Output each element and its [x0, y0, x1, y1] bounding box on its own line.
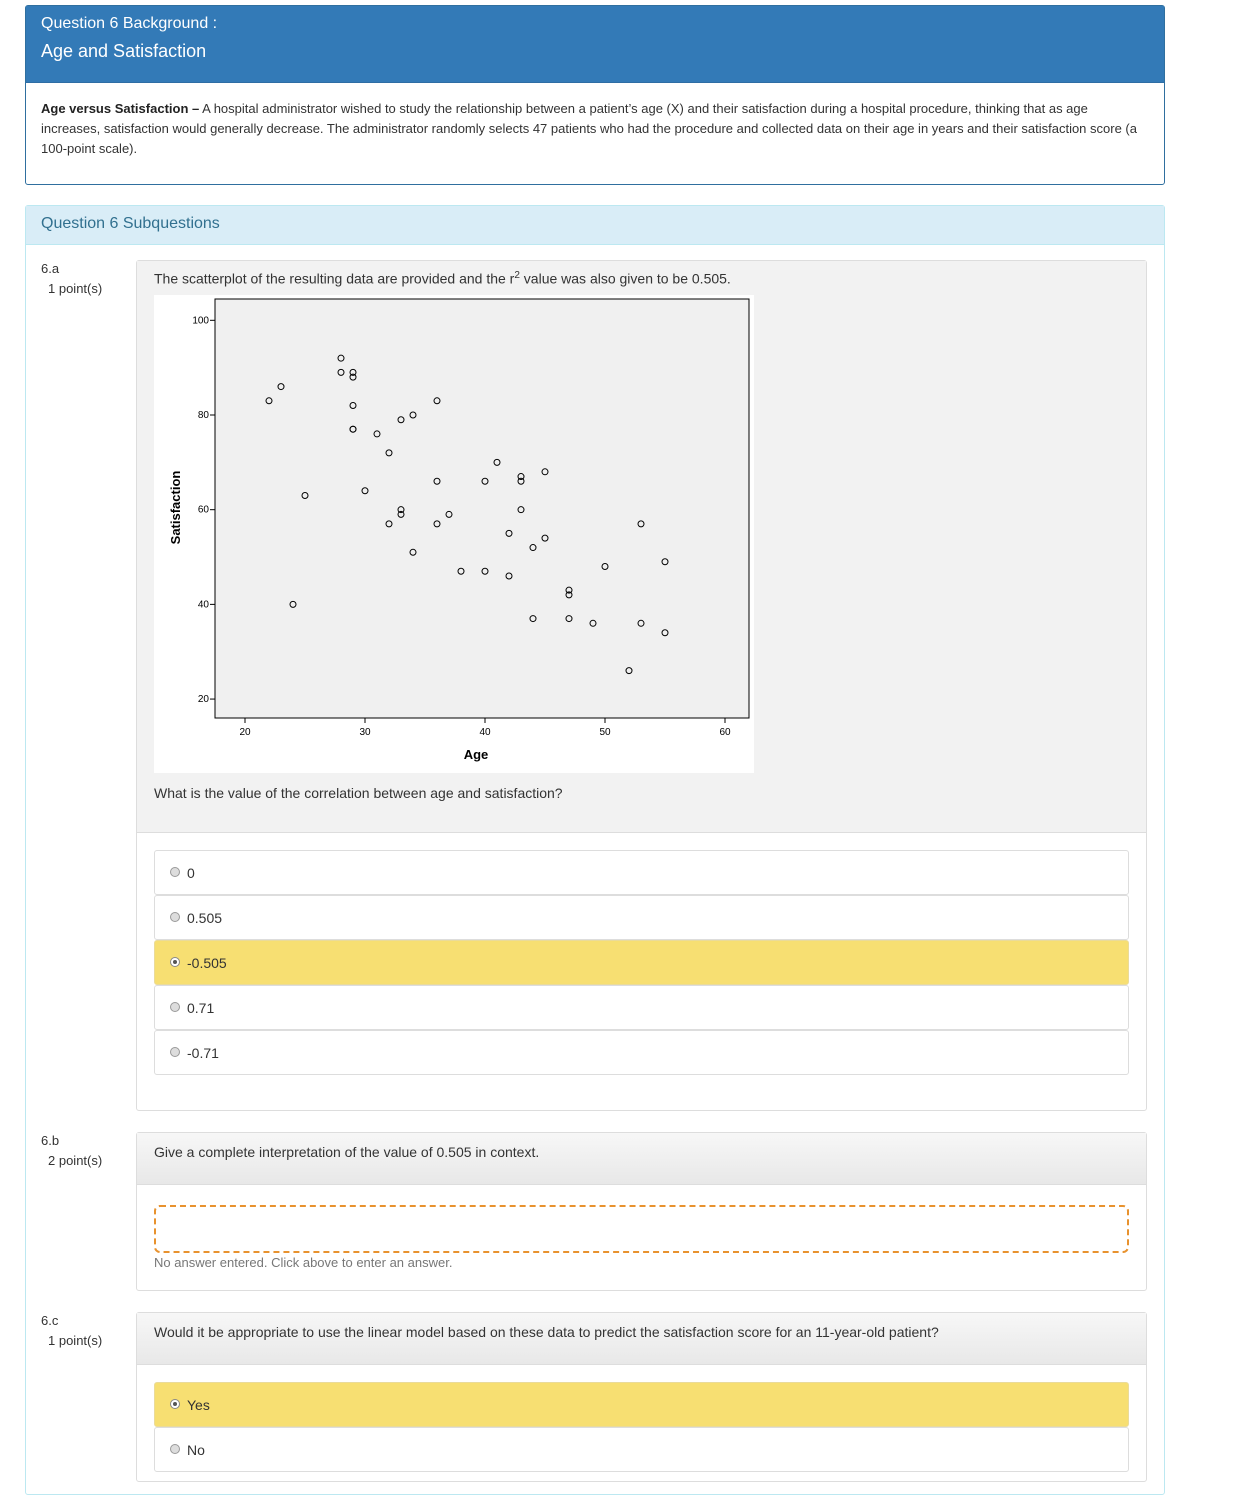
question-6a-choices [137, 833, 1146, 1075]
choice-0-71[interactable] [154, 985, 1129, 1030]
background-panel [25, 5, 1165, 185]
radio-selected-icon[interactable] [170, 957, 180, 967]
radio-icon[interactable] [170, 912, 180, 922]
scatterplot [154, 295, 754, 773]
choice-label: 0.71 [187, 999, 215, 1016]
question-6a-box [136, 260, 1147, 1111]
radio-icon[interactable] [170, 1444, 180, 1454]
scatterplot-svg [154, 295, 754, 773]
question-6c-choices [137, 1365, 1146, 1472]
prompt-text-before: The scatterplot of the resulting data are provided and the r [154, 270, 515, 287]
y-axis-label: Satisfaction [168, 470, 183, 544]
x-tick-label: 60 [719, 726, 731, 738]
question-6b-box [136, 1132, 1147, 1291]
question-6c-prompt: Would it be appropriate to use the linear model based on these data to predict the satisfaction score for an 11-year-old patient? [137, 1313, 1146, 1365]
background-title: Age and Satisfaction [41, 41, 207, 61]
question-6a-label: 6.a [41, 261, 60, 276]
background-label: Question 6 Background : [41, 15, 218, 32]
background-header [26, 6, 1164, 83]
plot-area [215, 299, 749, 718]
choice-label: -0.505 [187, 954, 227, 971]
radio-selected-icon[interactable] [170, 1399, 180, 1409]
y-tick-label: 40 [197, 599, 209, 611]
question-6c-label: 6.c [41, 1313, 59, 1328]
question-6c-number [41, 1311, 102, 1351]
question-6a-question: What is the value of the correlation between age and satisfaction? [154, 784, 563, 801]
question-6c-box [136, 1312, 1147, 1482]
y-tick-label: 20 [197, 693, 209, 705]
choice-label: 0.505 [187, 909, 223, 926]
no-answer-text: No answer entered. Click above to enter an answer. [154, 1255, 453, 1270]
x-tick-label: 30 [359, 726, 371, 738]
question-6b-points: 2 point(s) [48, 1153, 103, 1168]
answer-input[interactable] [154, 1205, 1129, 1253]
question-6b-prompt: Give a complete interpretation of the value of 0.505 in context. [137, 1133, 1146, 1185]
radio-icon[interactable] [170, 867, 180, 877]
y-tick-label: 100 [192, 314, 209, 326]
question-6a-points: 1 point(s) [48, 281, 103, 296]
background-lead: Age versus Satisfaction – [41, 101, 200, 116]
radio-icon[interactable] [170, 1047, 180, 1057]
subquestions-panel [25, 205, 1165, 1495]
question-6b-number [41, 1131, 102, 1171]
question-6c-points: 1 point(s) [48, 1333, 103, 1348]
y-tick-label: 60 [197, 504, 209, 516]
choice-neg-0-71[interactable] [154, 1030, 1129, 1075]
choice-0[interactable] [154, 850, 1129, 895]
prompt-superscript: 2 [514, 270, 520, 281]
question-6b-label: 6.b [41, 1133, 60, 1148]
choice-0-505[interactable] [154, 895, 1129, 940]
choice-neg-0-505[interactable] [154, 940, 1129, 985]
x-tick-label: 40 [479, 726, 491, 738]
choice-yes[interactable] [154, 1382, 1129, 1427]
background-description: A hospital administrator wished to study the relationship between a patient’s age (X) and their satisfaction during a hospital procedure, thinking that as age increases, satisfaction would generally decrease. The administrator randomly selects 47 patients who had the procedure and collected data on their age in years and their satisfaction score (a 100-point scale). [41, 101, 1137, 156]
background-text [26, 83, 1164, 159]
choice-label: 0 [187, 864, 195, 881]
prompt-text-after: value was also given to be 0.505. [519, 270, 731, 287]
choice-label: No [187, 1441, 205, 1458]
choice-no[interactable] [154, 1427, 1129, 1472]
question-6a-intro [154, 270, 1129, 287]
subquestions-header: Question 6 Subquestions [26, 206, 1164, 245]
x-axis-label: Age [463, 746, 489, 762]
question-6a-number [41, 259, 102, 299]
x-tick-label: 20 [239, 726, 251, 738]
x-tick-label: 50 [599, 726, 611, 738]
choice-label: Yes [187, 1396, 210, 1413]
choice-label: -0.71 [187, 1044, 219, 1061]
radio-icon[interactable] [170, 1002, 180, 1012]
y-tick-label: 80 [197, 409, 209, 421]
question-6a-prompt [137, 261, 1146, 833]
